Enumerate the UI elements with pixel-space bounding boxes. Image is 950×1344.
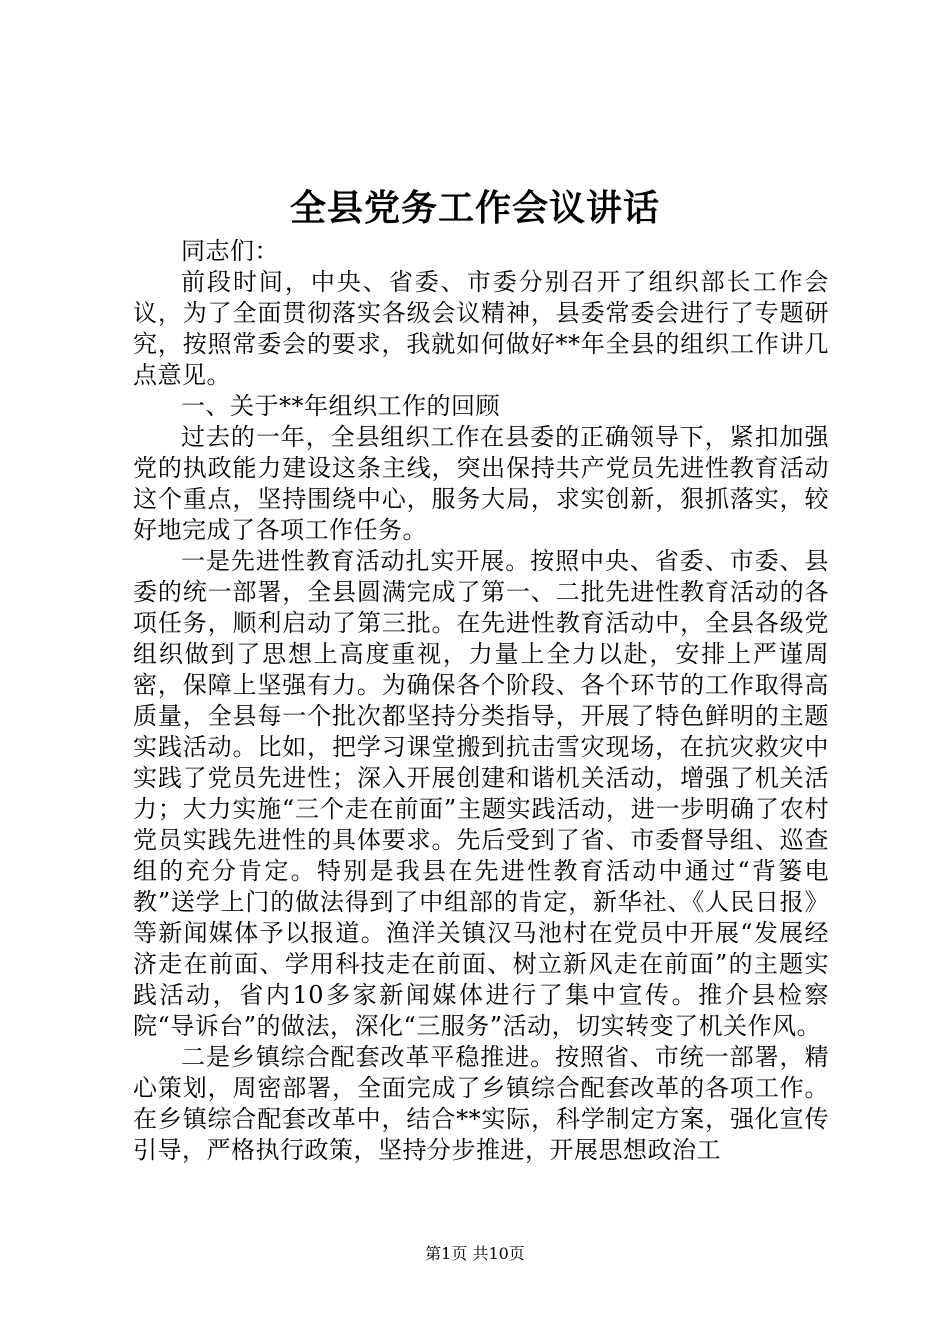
section-heading: 一、关于**年组织工作的回顾 [181, 392, 500, 420]
page-footer: 第1页 共10页 [425, 1244, 525, 1263]
paragraph-review: 过去的一年，全县组织工作在县委的正确领导下，紧扣加强党的执政能力建设这条主线，突出保持共产党员先进性教育活动这个重点，坚持围绕中心，服务大局，求实创新，狠抓落实，较好地完成了各项工作任务。 [133, 423, 829, 544]
paragraph-salutation: 同志们： [181, 237, 279, 265]
paragraph-point-two: 二是乡镇综合配套改革平稳推进。按照省、市统一部署，精心策划，周密部署，全面完成了乡镇综合配套改革的各项工作。在乡镇综合配套改革中，结合**实际，科学制定方案，强化宣传引导，严格执行政策，坚持分步推进，开展思想政治工 [133, 1043, 829, 1164]
document-title: 全县党务工作会议讲话 [289, 187, 660, 229]
paragraph-point-one: 一是先进性教育活动扎实开展。按照中央、省委、市委、县委的统一部署，全县圆满完成了第一、二批先进性教育活动的各项任务，顺利启动了第三批。在先进性教育活动中，全县各级党组织做到了思想上高度重视，力量上全力以赴，安排上严谨周密，保障上坚强有力。为确保各个阶段、各个环节的工作取得高质量，全县每一个批次都坚持分类指导，开展了特色鲜明的主题实践活动。比如，把学习课堂搬到抗击雪灾现场，在抗灾救灾中实践了党员先进性；深入开展创建和谐机关活动，增强了机关活力；大力实施“三个走在前面”主题实践活动，进一步明确了农村党员实践先进性的具体要求。先后受到了省、市委督导组、巡查组的充分肯定。特别是我县在先进性教育活动中通过“背篓电教”送学上门的做法得到了中组部的肯定，新华社、《人民日报》等新闻媒体予以报道。渔洋关镇汉马池村在党员中开展“发展经济走在前面、学用科技走在前面、树立新风走在前面”的主题实践活动，省内10多家新闻媒体进行了集中宣传。推介县检察院“导诉台”的做法，深化“三服务”活动，切实转变了机关作风。 [133, 547, 829, 1040]
document-body [133, 236, 829, 1166]
paragraph-intro: 前段时间，中央、省委、市委分别召开了组织部长工作会议，为了全面贯彻落实各级会议精神，县委常委会进行了专题研究，按照常委会的要求，我就如何做好**年全县的组织工作讲几点意见。 [133, 268, 829, 389]
